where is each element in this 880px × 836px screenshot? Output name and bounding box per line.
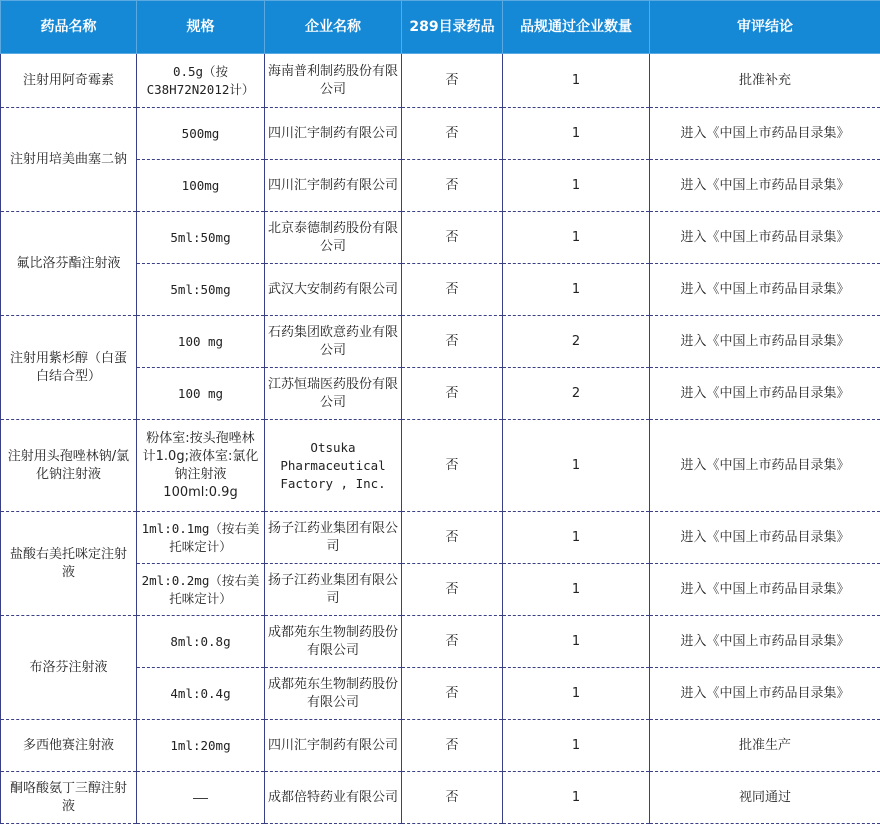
result-cell: 进入《中国上市药品目录集》: [650, 420, 880, 512]
in289-cell: 否: [402, 564, 503, 616]
drug-name-cell: 盐酸右美托咪定注射液: [1, 512, 137, 616]
count-cell: 1: [503, 512, 650, 564]
count-cell: 2: [503, 316, 650, 368]
drug-name-cell: 酮咯酸氨丁三醇注射液: [1, 772, 137, 824]
in289-cell: 否: [402, 368, 503, 420]
table-row: [1, 108, 880, 160]
result-cell: 进入《中国上市药品目录集》: [650, 264, 880, 316]
company-cell: 四川汇宇制药有限公司: [265, 108, 402, 160]
col-header-count: 品规通过企业数量: [503, 1, 650, 54]
spec-cell: 5ml:50mg: [137, 264, 265, 316]
drug-name-cell: 布洛芬注射液: [1, 616, 137, 720]
drug-name-cell: 注射用紫杉醇（白蛋白结合型）: [1, 316, 137, 420]
col-header-company: 企业名称: [265, 1, 402, 54]
spec-cell: ——: [137, 772, 265, 824]
company-cell: 扬子江药业集团有限公司: [265, 564, 402, 616]
col-header-289: 289目录药品: [402, 1, 503, 54]
result-cell: 进入《中国上市药品目录集》: [650, 160, 880, 212]
company-cell: Otsuka Pharmaceutical Factory , Inc.: [265, 420, 402, 512]
company-cell: 武汉大安制药有限公司: [265, 264, 402, 316]
spec-cell: 8ml:0.8g: [137, 616, 265, 668]
count-cell: 1: [503, 668, 650, 720]
count-cell: 1: [503, 264, 650, 316]
result-cell: 进入《中国上市药品目录集》: [650, 368, 880, 420]
table-row: [1, 616, 880, 668]
table-row: [1, 54, 880, 108]
table-row: [1, 720, 880, 772]
in289-cell: 否: [402, 512, 503, 564]
count-cell: 1: [503, 564, 650, 616]
in289-cell: 否: [402, 668, 503, 720]
company-cell: 北京泰德制药股份有限公司: [265, 212, 402, 264]
company-cell: 成都倍特药业有限公司: [265, 772, 402, 824]
in289-cell: 否: [402, 720, 503, 772]
company-cell: 江苏恒瑞医药股份有限公司: [265, 368, 402, 420]
result-cell: 批准生产: [650, 720, 880, 772]
result-cell: 视同通过: [650, 772, 880, 824]
company-cell: 四川汇宇制药有限公司: [265, 720, 402, 772]
result-cell: 进入《中国上市药品目录集》: [650, 512, 880, 564]
table-row: [1, 212, 880, 264]
in289-cell: 否: [402, 772, 503, 824]
company-cell: 成都苑东生物制药股份有限公司: [265, 616, 402, 668]
company-cell: 石药集团欧意药业有限公司: [265, 316, 402, 368]
in289-cell: 否: [402, 54, 503, 108]
in289-cell: 否: [402, 316, 503, 368]
col-header-drug-name: 药品名称: [1, 1, 137, 54]
spec-cell: 2ml:0.2mg（按右美托咪定计）: [137, 564, 265, 616]
result-cell: 批准补充: [650, 54, 880, 108]
table-row: [1, 772, 880, 824]
company-cell: 四川汇宇制药有限公司: [265, 160, 402, 212]
result-cell: 进入《中国上市药品目录集》: [650, 564, 880, 616]
spec-cell: 100mg: [137, 160, 265, 212]
count-cell: 1: [503, 160, 650, 212]
in289-cell: 否: [402, 108, 503, 160]
in289-cell: 否: [402, 616, 503, 668]
spec-cell: 500mg: [137, 108, 265, 160]
in289-cell: 否: [402, 264, 503, 316]
table-row: [1, 512, 880, 564]
count-cell: 2: [503, 368, 650, 420]
company-cell: 海南普利制药股份有限公司: [265, 54, 402, 108]
table-row: [1, 316, 880, 368]
drug-name-cell: 注射用培美曲塞二钠: [1, 108, 137, 212]
count-cell: 1: [503, 54, 650, 108]
count-cell: 1: [503, 108, 650, 160]
result-cell: 进入《中国上市药品目录集》: [650, 108, 880, 160]
count-cell: 1: [503, 720, 650, 772]
drug-name-cell: 注射用阿奇霉素: [1, 54, 137, 108]
col-header-spec: 规格: [137, 1, 265, 54]
drug-name-cell: 注射用头孢唑林钠/氯化钠注射液: [1, 420, 137, 512]
col-header-result: 审评结论: [650, 1, 880, 54]
spec-cell: 5ml:50mg: [137, 212, 265, 264]
count-cell: 1: [503, 616, 650, 668]
drug-name-cell: 多西他赛注射液: [1, 720, 137, 772]
spec-cell: 100 mg: [137, 316, 265, 368]
spec-cell: 0.5g（按C38H72N2012计）: [137, 54, 265, 108]
count-cell: 1: [503, 772, 650, 824]
count-cell: 1: [503, 212, 650, 264]
table-row: [1, 420, 880, 512]
header-row: [1, 1, 880, 54]
drug-name-cell: 氟比洛芬酯注射液: [1, 212, 137, 316]
in289-cell: 否: [402, 212, 503, 264]
spec-cell: 100 mg: [137, 368, 265, 420]
result-cell: 进入《中国上市药品目录集》: [650, 668, 880, 720]
in289-cell: 否: [402, 420, 503, 512]
result-cell: 进入《中国上市药品目录集》: [650, 616, 880, 668]
spec-cell: 1ml:0.1mg（按右美托咪定计）: [137, 512, 265, 564]
in289-cell: 否: [402, 160, 503, 212]
spec-cell: 粉体室:按头孢唑林计1.0g;液体室:氯化钠注射液100ml:0.9g: [137, 420, 265, 512]
result-cell: 进入《中国上市药品目录集》: [650, 316, 880, 368]
count-cell: 1: [503, 420, 650, 512]
result-cell: 进入《中国上市药品目录集》: [650, 212, 880, 264]
spec-cell: 4ml:0.4g: [137, 668, 265, 720]
spec-cell: 1ml:20mg: [137, 720, 265, 772]
company-cell: 扬子江药业集团有限公司: [265, 512, 402, 564]
company-cell: 成都苑东生物制药股份有限公司: [265, 668, 402, 720]
